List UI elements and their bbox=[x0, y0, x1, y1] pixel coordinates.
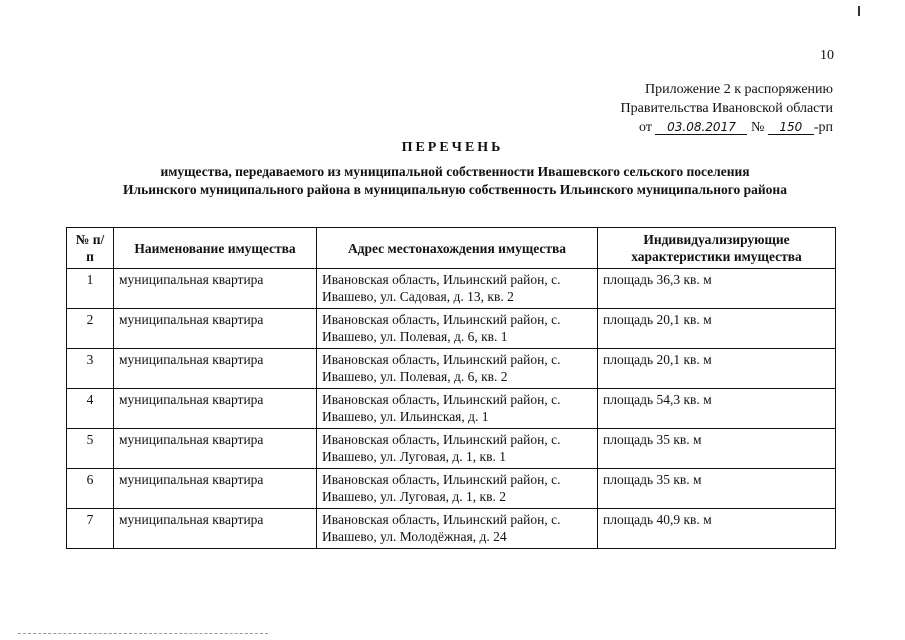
row-address: Ивановская область, Ильинский район, с. Ивашево, ул. Полевая, д. 6, кв. 2 bbox=[317, 349, 598, 389]
date-prefix: от bbox=[639, 120, 652, 135]
header-address: Адрес местонахождения имущества bbox=[317, 228, 598, 269]
row-address: Ивановская область, Ильинский район, с. Ивашево, ул. Полевая, д. 6, кв. 1 bbox=[317, 309, 598, 349]
appendix-line-1: Приложение 2 к распоряжению bbox=[645, 82, 833, 97]
row-name: муниципальная квартира bbox=[114, 349, 317, 389]
row-name: муниципальная квартира bbox=[114, 389, 317, 429]
header-name: Наименование имущества bbox=[114, 228, 317, 269]
handwritten-number: 150 bbox=[768, 120, 814, 135]
table-row bbox=[67, 429, 836, 469]
row-name: муниципальная квартира bbox=[114, 469, 317, 509]
header-number: № п/п bbox=[67, 228, 114, 269]
row-characteristics: площадь 54,3 кв. м bbox=[598, 389, 836, 429]
table-row bbox=[67, 309, 836, 349]
row-name: муниципальная квартира bbox=[114, 309, 317, 349]
row-characteristics: площадь 35 кв. м bbox=[598, 469, 836, 509]
document-title: ПЕРЕЧЕНЬ bbox=[401, 140, 504, 155]
appendix-header bbox=[621, 80, 833, 137]
row-name: муниципальная квартира bbox=[114, 509, 317, 549]
table-row bbox=[67, 269, 836, 309]
header-characteristics: Индивидуализирующие характеристики имущества bbox=[598, 228, 836, 269]
appendix-line-2: Правительства Ивановской области bbox=[620, 101, 833, 116]
row-address: Ивановская область, Ильинский район, с. Ивашево, ул. Луговая, д. 1, кв. 1 bbox=[317, 429, 598, 469]
row-address: Ивановская область, Ильинский район, с. Ивашево, ул. Ильинская, д. 1 bbox=[317, 389, 598, 429]
row-number: 3 bbox=[67, 349, 114, 389]
scan-artifact-mark bbox=[858, 6, 860, 16]
row-number: 1 bbox=[67, 269, 114, 309]
number-suffix: -рп bbox=[813, 120, 833, 135]
row-number: 2 bbox=[67, 309, 114, 349]
row-name: муниципальная квартира bbox=[114, 269, 317, 309]
table-row bbox=[67, 349, 836, 389]
row-address: Ивановская область, Ильинский район, с. Ивашево, ул. Молодёжная, д. 24 bbox=[317, 509, 598, 549]
row-number: 7 bbox=[67, 509, 114, 549]
document-subtitle bbox=[60, 163, 850, 199]
row-address: Ивановская область, Ильинский район, с. Ивашево, ул. Садовая, д. 13, кв. 2 bbox=[317, 269, 598, 309]
number-prefix: № bbox=[750, 120, 765, 135]
table-header-row bbox=[67, 228, 836, 269]
row-characteristics: площадь 35 кв. м bbox=[598, 429, 836, 469]
table-row bbox=[67, 389, 836, 429]
row-number: 5 bbox=[67, 429, 114, 469]
scan-artifact-line bbox=[18, 633, 268, 634]
page-number: 10 bbox=[820, 48, 834, 63]
handwritten-date: 03.08.2017 bbox=[655, 120, 747, 135]
table-row bbox=[67, 509, 836, 549]
row-address: Ивановская область, Ильинский район, с. Ивашево, ул. Луговая, д. 1, кв. 2 bbox=[317, 469, 598, 509]
row-number: 4 bbox=[67, 389, 114, 429]
row-characteristics: площадь 40,9 кв. м bbox=[598, 509, 836, 549]
row-characteristics: площадь 20,1 кв. м bbox=[598, 309, 836, 349]
row-number: 6 bbox=[67, 469, 114, 509]
row-characteristics: площадь 36,3 кв. м bbox=[598, 269, 836, 309]
subtitle-line-1: имущества, передаваемого из муниципальной собственности Ивашевского сельского поселения bbox=[160, 164, 750, 179]
row-name: муниципальная квартира bbox=[114, 429, 317, 469]
table-row bbox=[67, 469, 836, 509]
appendix-line-3 bbox=[621, 118, 833, 137]
property-table bbox=[66, 227, 836, 549]
row-characteristics: площадь 20,1 кв. м bbox=[598, 349, 836, 389]
subtitle-line-2: Ильинского муниципального района в муниципальную собственность Ильинского муниципального района bbox=[123, 182, 787, 197]
